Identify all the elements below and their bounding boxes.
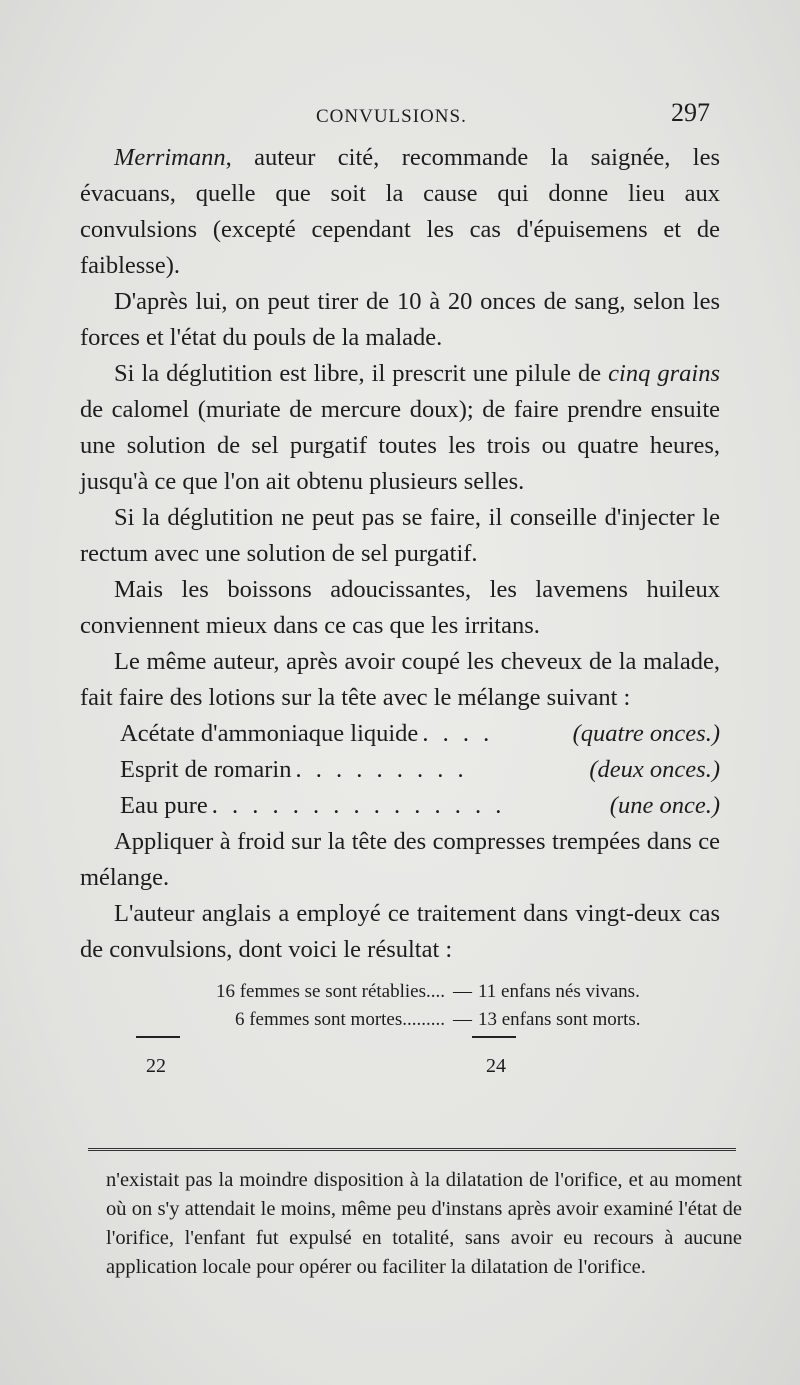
paragraph-6: Le même auteur, après avoir coupé les cheveux de la malade, fait faire des lotions sur la tête avec le mélange suivant : xyxy=(80,648,720,711)
total-bar xyxy=(472,1036,516,1038)
total-women: 22 xyxy=(146,1055,166,1077)
results-row: 6 femmes sont mortes......... — 13 enfans sont morts. xyxy=(234,1009,641,1030)
page-number: 297 xyxy=(671,98,710,127)
total-bar xyxy=(136,1036,180,1038)
paragraph-4: Si la déglutition ne peut pas se faire, il conseille d'injecter le rectum avec une solution de sel purgatif. xyxy=(80,504,720,567)
main-text xyxy=(80,140,720,1084)
results-totals xyxy=(80,1034,720,1084)
footnote xyxy=(106,1166,742,1282)
recipe-item: Eau pure . . . . . . . . . . . . . . . (une once.) xyxy=(120,792,720,819)
paragraph-5: Mais les boissons adoucissantes, les lavemens huileux conviennent mieux dans ce cas que les irritans. xyxy=(80,576,720,639)
total-children: 24 xyxy=(486,1055,506,1077)
page-header xyxy=(80,98,710,128)
recipe-item: Esprit de romarin . . . . . . . . . (deux onces.) xyxy=(120,756,720,783)
paragraph-1: Merrimann, auteur cité, recommande la saignée, les évacuans, quelle que soit la cause qui donne lieu aux convulsions (excepté cependant les cas d'épuisemens et de faiblesse). xyxy=(80,144,720,279)
results-row: 16 femmes se sont rétablies.... — 11 enfans nés vivans. xyxy=(215,981,640,1002)
paragraph-2: D'après lui, on peut tirer de 10 à 20 onces de sang, selon les forces et l'état du pouls de la malade. xyxy=(80,288,720,351)
paragraph-8: L'auteur anglais a employé ce traitement dans vingt-deux cas de convulsions, dont voici le résultat : xyxy=(80,900,720,963)
footnote-divider xyxy=(88,1148,736,1151)
author-name: Merrimann xyxy=(114,144,226,171)
running-title: CONVULSIONS. xyxy=(316,106,467,127)
paragraph-7: Appliquer à froid sur la tête des compresses trempées dans ce mélange. xyxy=(80,828,720,891)
results-table xyxy=(80,978,720,1034)
recipe-item: Acétate d'ammoniaque liquide . . . . (quatre onces.) xyxy=(120,720,720,747)
paragraph-3: Si la déglutition est libre, il prescrit une pilule de cinq grains de calomel (muriate de mercure doux); de faire prendre ensuite une solution de sel purgatif toutes les trois ou quatre heures, jusqu'à ce que l'on ait obtenu plusieurs selles. xyxy=(80,360,720,495)
recipe-list xyxy=(120,716,720,824)
footnote-text: n'existait pas la moindre disposition à la dilatation de l'orifice, et au moment où on s'y attendait le moins, même peu d'instans après avoir examiné l'état de l'orifice, l'enfant fut expulsé en totalité, sans avoir eu recours à aucune application locale pour opérer ou faciliter la dilatation de l'orifice. xyxy=(106,1169,742,1278)
